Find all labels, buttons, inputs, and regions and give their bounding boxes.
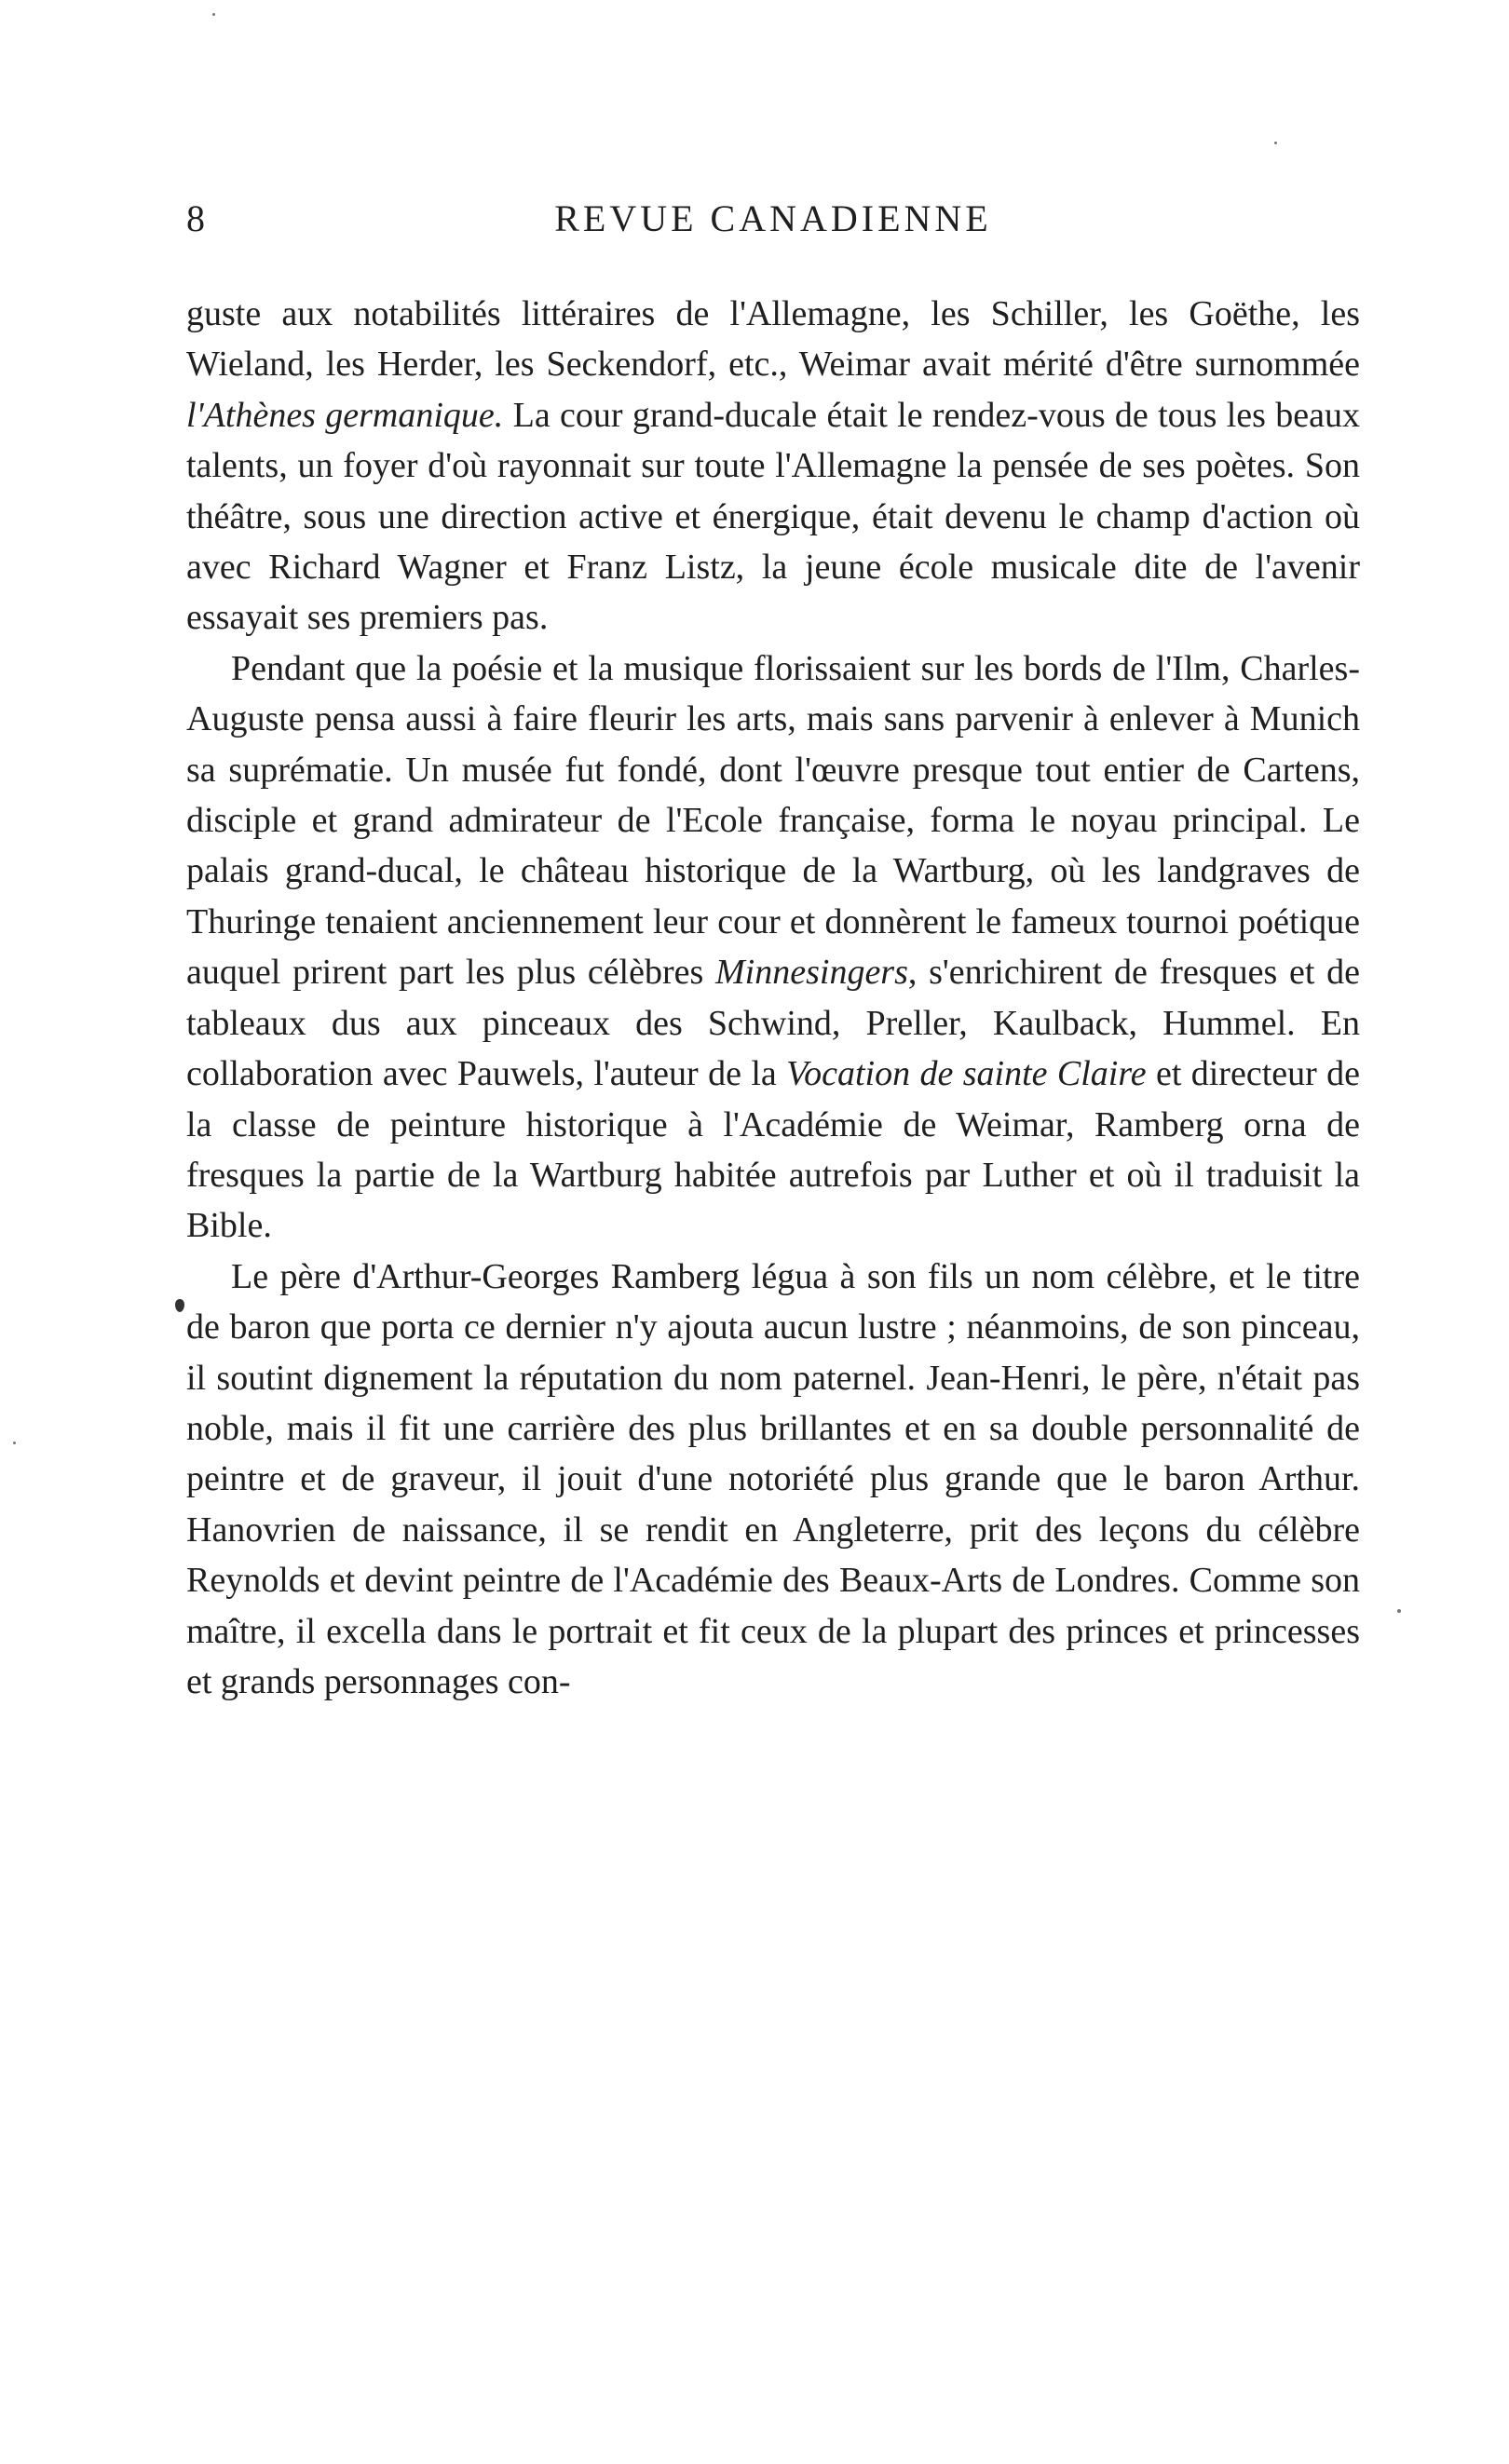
page-header <box>186 191 1360 256</box>
page-number: 8 <box>186 197 205 239</box>
scan-speck <box>13 1442 16 1444</box>
text-run: Le père d'Arthur-Georges Ramberg légua à son fils un nom célèbre, et le titre de baron que porta ce dernier n'y ajouta aucun lustre ; néanmoins, de son pinceau, il soutint dignement la réputation du nom paternel. Jean-Henri, le père, n'était pas noble, mais il fit une carrière des plus brillantes et en sa double personnalité de peintre et de graveur, il jouit d'une notoriété plus grande que le baron Arthur. Hanovrien de naissance, il se rendit en Angleterre, prit des leçons du célèbre Reynolds et devint peintre de l'Académie des Beaux-Arts de Londres. Comme son maître, il excella dans le portrait et fit ceux de la plupart des princes et princesses et grands personnages con- <box>186 1256 1360 1701</box>
text-run: Pendant que la poésie et la musique florissaient sur les bords de l'Ilm, Charles-Auguste pensa aussi à faire fleurir les arts, mais sans parvenir à enlever à Munich sa suprématie. Un musée fut fondé, dont l'œuvre presque tout entier de Cartens, disciple et grand admirateur de l'Ecole française, forma le noyau principal. Le palais grand-ducal, le château historique de la Wartburg, où les landgraves de Thuringe tenaient anciennement leur cour et donnèrent le fameux tournoi poétique auquel prirent part les plus célèbres <box>186 648 1360 993</box>
italic-text-run: Minnesingers <box>715 953 908 993</box>
scan-speck <box>1397 1609 1401 1613</box>
text-run: La cour grand-ducale était le rendez-vous de tous les beaux talents, un foyer d'où rayonnait sur toute l'Allemagne la pensée de ses poètes. Son théâtre, sous une direction active et énergique, était devenu le champ d'action où avec Richard Wagner et Franz Listz, la jeune école musicale dite de l'avenir essayait ses premiers pas. <box>186 395 1360 638</box>
paragraph-1 <box>186 289 1360 643</box>
scan-speck <box>212 13 215 16</box>
paragraph-3 <box>186 1252 1360 1708</box>
running-title: REVUE CANADIENNE <box>554 197 992 239</box>
scan-speck <box>1274 142 1277 144</box>
paragraph-2 <box>186 643 1360 1252</box>
text-run: guste aux notabilités littéraires de l'Allemagne, les Schiller, les Goëthe, les Wieland, les Herder, les Seckendorf, etc., Weimar avait mérité d'être surnommée <box>186 294 1360 385</box>
text-run: et directeur de la classe de peinture historique à l'Académie de Weimar, Ramberg orna de fresques la partie de la Wartburg habitée autrefois par Luther et où il traduisit la Bible. <box>186 1054 1361 1246</box>
ink-mark <box>175 1299 184 1312</box>
italic-text-run: l'Athènes germanique. <box>186 395 504 435</box>
text-run: , s'enrichirent de fresques et de tableaux dus aux pinceaux des Schwind, Preller, Kaulback, Hummel. En collaboration avec Pauwels, l'auteur de la <box>186 953 1360 1094</box>
body-text <box>186 289 1360 1707</box>
italic-text-run: Vocation de sainte Claire <box>786 1054 1147 1094</box>
